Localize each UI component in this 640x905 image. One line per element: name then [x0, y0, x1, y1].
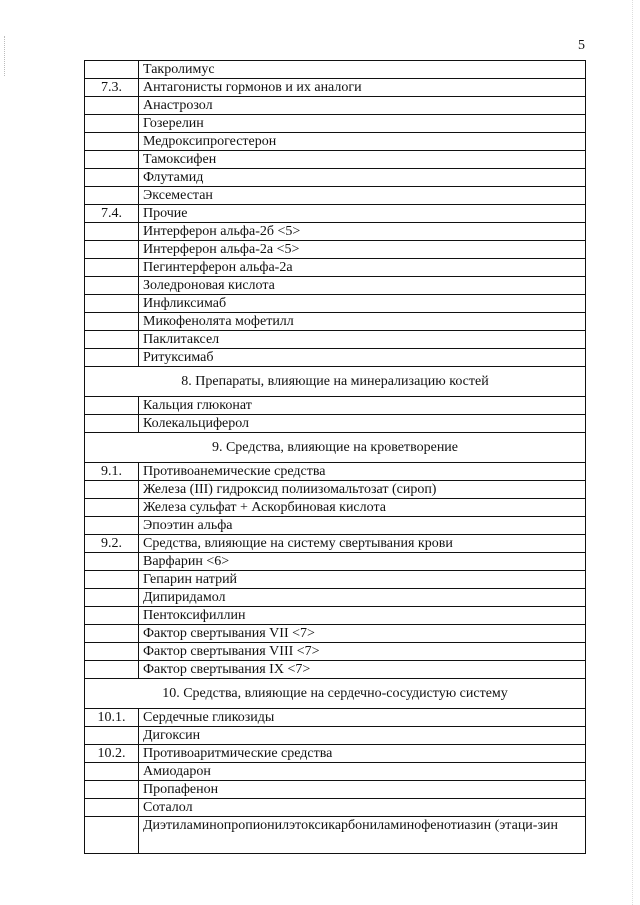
row-number — [85, 607, 139, 625]
section-header-row — [85, 367, 586, 397]
row-number — [85, 277, 139, 295]
drug-name: Медроксипрогестерон — [139, 133, 586, 151]
table-row — [85, 499, 586, 517]
table-row — [85, 781, 586, 799]
section-header-row — [85, 679, 586, 709]
drug-name: Диэтиламинопропионилэтоксикарбониламинофенотиазин (этаци-зин — [139, 817, 586, 854]
row-number — [85, 133, 139, 151]
row-number — [85, 571, 139, 589]
row-number: 7.3. — [85, 79, 139, 97]
row-number — [85, 553, 139, 571]
drug-name: Интерферон альфа-2б <5> — [139, 223, 586, 241]
row-number — [85, 763, 139, 781]
drug-name: Фактор свертывания VIII <7> — [139, 643, 586, 661]
drug-name: Колекальциферол — [139, 415, 586, 433]
drug-name: Гепарин натрий — [139, 571, 586, 589]
row-number: 10.2. — [85, 745, 139, 763]
row-number — [85, 187, 139, 205]
table-row — [85, 481, 586, 499]
section-header-row — [85, 433, 586, 463]
row-number — [85, 61, 139, 79]
table-row — [85, 115, 586, 133]
table-row — [85, 415, 586, 433]
drug-name: Золедроновая кислота — [139, 277, 586, 295]
table-row — [85, 397, 586, 415]
row-number — [85, 499, 139, 517]
row-number — [85, 481, 139, 499]
row-number: 10.1. — [85, 709, 139, 727]
drug-name: Кальция глюконат — [139, 397, 586, 415]
section-title: 9. Средства, влияющие на кроветворение — [85, 433, 586, 463]
table-row — [85, 709, 586, 727]
row-number — [85, 643, 139, 661]
drug-name: Дипиридамол — [139, 589, 586, 607]
row-number — [85, 349, 139, 367]
drug-name: Противоанемические средства — [139, 463, 586, 481]
drug-name: Такролимус — [139, 61, 586, 79]
row-number — [85, 259, 139, 277]
drug-name: Железа (III) гидроксид полиизомальтозат (сироп) — [139, 481, 586, 499]
row-number — [85, 397, 139, 415]
table-row — [85, 517, 586, 535]
row-number — [85, 781, 139, 799]
table-row — [85, 661, 586, 679]
table-row — [85, 625, 586, 643]
row-number — [85, 313, 139, 331]
drug-name: Фактор свертывания IX <7> — [139, 661, 586, 679]
table-row — [85, 169, 586, 187]
drug-name: Флутамид — [139, 169, 586, 187]
table-row — [85, 205, 586, 223]
drug-name: Инфликсимаб — [139, 295, 586, 313]
table-row — [85, 817, 586, 854]
table-row — [85, 187, 586, 205]
row-number — [85, 517, 139, 535]
row-number — [85, 799, 139, 817]
row-number — [85, 151, 139, 169]
row-number — [85, 97, 139, 115]
drug-name: Микофенолята мофетилл — [139, 313, 586, 331]
table-row — [85, 277, 586, 295]
table-row — [85, 61, 586, 79]
row-number — [85, 727, 139, 745]
table-row — [85, 553, 586, 571]
drug-name: Железа сульфат + Аскорбиновая кислота — [139, 499, 586, 517]
page-number: 5 — [578, 38, 585, 53]
table-row — [85, 259, 586, 277]
table-row — [85, 241, 586, 259]
drug-name: Противоаритмические средства — [139, 745, 586, 763]
drug-name: Сердечные гликозиды — [139, 709, 586, 727]
drug-name: Прочие — [139, 205, 586, 223]
drug-name: Амиодарон — [139, 763, 586, 781]
table-row — [85, 745, 586, 763]
table-row — [85, 727, 586, 745]
drug-name: Варфарин <6> — [139, 553, 586, 571]
table-row — [85, 133, 586, 151]
row-number — [85, 415, 139, 433]
table-row — [85, 223, 586, 241]
table-row — [85, 79, 586, 97]
table-body — [85, 61, 586, 854]
scan-artifact — [632, 0, 634, 905]
drug-name: Пентоксифиллин — [139, 607, 586, 625]
table-row — [85, 589, 586, 607]
drug-name: Дигоксин — [139, 727, 586, 745]
row-number — [85, 241, 139, 259]
drug-name: Гозерелин — [139, 115, 586, 133]
drug-name: Пегинтерферон альфа-2а — [139, 259, 586, 277]
drug-name: Анастрозол — [139, 97, 586, 115]
drug-name: Средства, влияющие на систему свертывания крови — [139, 535, 586, 553]
drug-name: Соталол — [139, 799, 586, 817]
row-number — [85, 295, 139, 313]
scan-artifact — [4, 36, 7, 76]
drug-name: Антагонисты гормонов и их аналоги — [139, 79, 586, 97]
table-row — [85, 97, 586, 115]
drug-name: Эксеместан — [139, 187, 586, 205]
row-number — [85, 589, 139, 607]
drug-name: Фактор свертывания VII <7> — [139, 625, 586, 643]
drug-name: Паклитаксел — [139, 331, 586, 349]
table-row — [85, 313, 586, 331]
table-row — [85, 349, 586, 367]
table-row — [85, 463, 586, 481]
row-number: 7.4. — [85, 205, 139, 223]
table-row — [85, 151, 586, 169]
section-title: 10. Средства, влияющие на сердечно-сосудистую систему — [85, 679, 586, 709]
table-row — [85, 643, 586, 661]
row-number — [85, 169, 139, 187]
table-row — [85, 535, 586, 553]
table-row — [85, 331, 586, 349]
row-number — [85, 817, 139, 854]
row-number — [85, 625, 139, 643]
drug-name: Тамоксифен — [139, 151, 586, 169]
table-row — [85, 607, 586, 625]
drug-name: Ритуксимаб — [139, 349, 586, 367]
drug-name: Пропафенон — [139, 781, 586, 799]
section-title: 8. Препараты, влияющие на минерализацию костей — [85, 367, 586, 397]
drug-name: Интерферон альфа-2а <5> — [139, 241, 586, 259]
row-number: 9.2. — [85, 535, 139, 553]
row-number: 9.1. — [85, 463, 139, 481]
row-number — [85, 661, 139, 679]
drug-list-table — [84, 60, 586, 854]
row-number — [85, 115, 139, 133]
table-row — [85, 799, 586, 817]
table-row — [85, 295, 586, 313]
row-number — [85, 331, 139, 349]
row-number — [85, 223, 139, 241]
table-row — [85, 571, 586, 589]
table-row — [85, 763, 586, 781]
drug-name: Эпоэтин альфа — [139, 517, 586, 535]
